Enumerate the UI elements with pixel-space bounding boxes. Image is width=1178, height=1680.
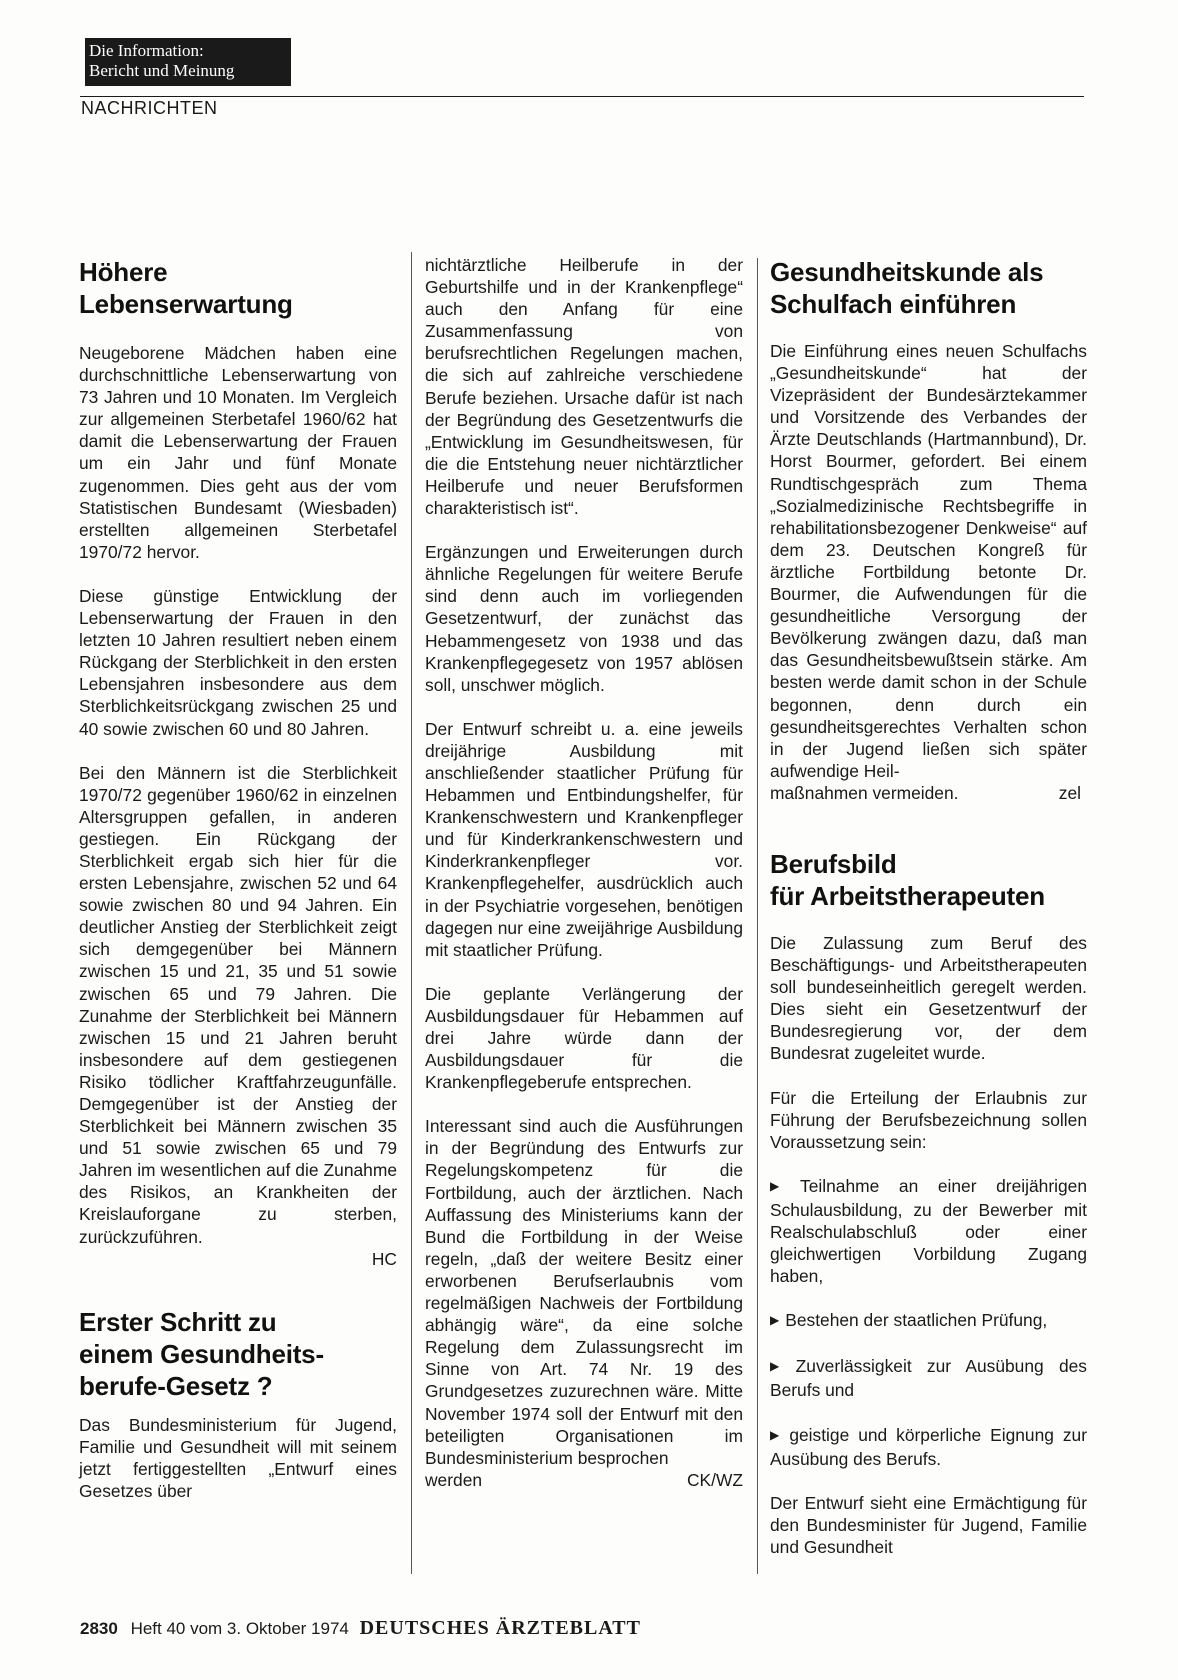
article-4-title: Berufsbild für Arbeitstherapeuten	[770, 848, 1045, 911]
article-2-paragraph: Ergänzungen und Erweiterungen durch ähnliche Regelungen für weitere Berufe sind denn auch im vorliegenden Gesetzentwurf, der zunächst das Hebammengesetz von 1938 und das Krankenpflegegesetz von 1957 ablösen soll, unschwer möglich.	[425, 542, 743, 695]
article-2-signature-row	[425, 1469, 743, 1491]
article-3-signature-row	[770, 782, 1087, 804]
article-2-paragraph: Das Bundesministerium für Jugend, Familie und Gesundheit will mit seinem jetzt fertiggestellten „Entwurf eines Gesetzes über	[79, 1414, 397, 1502]
journal-name: DEUTSCHES ÄRZTEBLATT	[359, 1617, 641, 1639]
page-number: 2830	[80, 1619, 118, 1638]
page-footer	[80, 1617, 641, 1640]
article-1-paragraph: Diese günstige Entwicklung der Lebenserwartung der Frauen in den letzten 10 Jahren resultiert neben einem Rückgang der Sterblichkeit in den ersten Lebensjahren insbesondere aus dem Sterblichkeitsrückgang zwischen 25 und 40 sowie zwischen 60 und 80 Jahren.	[79, 585, 397, 739]
article-4-bullet-item: ▶ Bestehen der staatlichen Prüfung,	[770, 1309, 1087, 1333]
article-4-bullet-item: ▶ Zuverlässigkeit zur Ausübung des Berufs und	[770, 1355, 1087, 1401]
article-2-paragraph: Der Entwurf schreibt u. a. eine jeweils dreijährige Ausbildung mit anschließender staatlicher Prüfung für Hebammen und Entbindungshelfer, für Krankenschwestern und Krankenpfleger und für Kinderkrankenschwestern und Kinderkrankenpfleger vor. Krankenpflegehelfer, ausdrücklich auch in der Psychiatrie vorgesehen, benötigen dagegen nur eine zweijährige Ausbildung mit staatlicher Prüfung.	[425, 718, 743, 960]
article-4-paragraph: Die Zulassung zum Beruf des Beschäftigungs- und Arbeitstherapeuten soll bundeseinheitlich geregelt werden. Dies sieht ein Gesetzentwurf der Bundesregierung vor, der dem Bundesrat zugeleitet wurde.	[770, 932, 1087, 1064]
article-1-paragraph: Bei den Männern ist die Sterblichkeit 1970/72 gegenüber 1960/62 in einzelnen Altersgruppen gefallen, in anderen gestiegen. Ein Rückgang der Sterblichkeit ergab sich hier für die ersten Lebensjahre, zwischen 52 und 64 sowie zwischen 80 und 94 Jahren. Ein deutlicher Anstieg der Sterblichkeit zeigt sich demgegenüber bei Männern zwischen 15 und 21, 35 und 51 sowie zwischen 65 und 79 Jahren. Die Zunahme der Sterblichkeit bei Männern zwischen 15 und 21 Jahren beruht insbesondere auf dem gestiegenen Risiko tödlicher Kraftfahrzeugunfälle. Demgegenüber ist der Anstieg der Sterblichkeit bei Männern zwischen 35 und 51 sowie zwischen 65 und 79 Jahren im wesentlichen auf die Zunahme des Risikos, an Krankheiten der Kreislauforgane zu sterben, zurückzuführen.	[79, 762, 397, 1247]
article-4-bullet-item: ▶ Teilnahme an einer dreijährigen Schulausbildung, zu der Bewerber mit Realschulabschluß oder einer gleichwertigen Vorbildung Zugang haben,	[770, 1175, 1087, 1287]
section-rubric: NACHRICHTEN	[81, 98, 218, 118]
issue-info: Heft 40 vom 3. Oktober 1974	[130, 1619, 349, 1638]
article-1-paragraph: Neugeborene Mädchen haben eine durchschnittliche Lebenserwartung von 73 Jahren und 10 Monaten. Im Vergleich zur allgemeinen Sterbetafel 1960/62 hat damit die Lebenserwartung der Frauen um ein Jahr und fünf Monate zugenommen. Dies geht aus der vom Statistischen Bundesamt (Wiesbaden) erstellten allgemeinen Sterbetafel 1970/72 hervor.	[79, 343, 397, 562]
article-2-title: Erster Schritt zu einem Gesundheits- berufe-Gesetz ?	[79, 1306, 324, 1401]
article-1-signature: HC	[371, 1248, 397, 1269]
masthead	[85, 38, 291, 86]
column-rule-2	[757, 258, 758, 1574]
article-3-title: Gesundheitskunde als Schulfach einführen	[770, 257, 1044, 319]
column-2	[425, 254, 743, 1491]
article-3-paragraph: Die Einführung eines neuen Schulfachs „Gesundheitskunde“ hat der Vizepräsident der Bundesärztekammer und Vorsitzende des Verbandes der Ärzte Deutschlands (Hartmannbund), Dr. Horst Bourmer, gefordert. Bei einem Rundtischgespräch zum Thema „Sozialmedizinische Rechtsbegriffe in rehabilitationsbezogener Denkweise“ auf dem 23. Deutschen Kongreß für ärztliche Fortbildung betonte Dr. Bourmer, die Aufwendungen für die gesundheitliche Versorgung der Bevölkerung zwängen dazu, daß man das Gesundheitsbewußtsein stärke. Am besten werde damit schon in der Schule begonnen, denn durch ein gesundheitsgerechtes Verhalten schon in der Jugend ließen sich später aufwendige Heil-	[770, 341, 1087, 781]
article-3-signature: zel	[1058, 782, 1081, 803]
article-1-signature-row	[79, 1248, 397, 1270]
article-2-paragraph: nichtärztliche Heilberufe in der Geburtshilfe und in der Krankenpflege“ auch den Anfang für eine Zusammenfassung von berufsrechtlichen Regelungen machen, die sich auf zahlreiche verschiedene Berufe beziehen. Ursache dafür ist nach der Begründung des Gesetzentwurfs die „Entwicklung im Gesundheitswesen, für die die Entstehung neuer nichtärztlicher Heilberufe und neuer Berufsformen charakteristisch ist“.	[425, 255, 743, 519]
article-3-last-line: maßnahmen vermeiden.	[770, 782, 959, 803]
article-1-title: Höhere Lebenserwartung	[79, 257, 293, 319]
masthead-line-2: Bericht und Meinung	[89, 61, 235, 80]
rubric-rule	[80, 96, 1084, 97]
masthead-line-1: Die Information:	[89, 41, 204, 60]
article-4-bullet-item: ▶ geistige und körperliche Eignung zur Ausübung des Berufs.	[770, 1424, 1087, 1470]
column-1	[79, 256, 397, 1502]
article-2-last-word: werden	[425, 1469, 483, 1490]
article-2-signature: CK/WZ	[686, 1469, 743, 1490]
article-2-paragraph: Interessant sind auch die Ausführungen in der Begründung des Entwurfs zur Regelungskompetenz für die Fortbildung, auch der ärztlichen. Nach Auffassung des Ministeriums kann der Bund die Fortbildung in der Weise regeln, „daß der weitere Besitz einer erworbenen Berufserlaubnis vom regelmäßigen Nachweis der Fortbildung abhängig wäre“, da eine solche Regelung dem Zulassungsrecht im Sinne von Art. 74 Nr. 19 des Grundgesetzes zuzurechnen wäre. Mitte November 1974 soll der Entwurf mit den beteiligten Organisationen im Bundesministerium besprochen	[425, 1116, 743, 1468]
article-2-paragraph: Die geplante Verlängerung der Ausbildungsdauer für Hebammen auf drei Jahre würde dann der Ausbildungsdauer für die Krankenpflegeberufe entsprechen.	[425, 983, 743, 1093]
column-3	[770, 256, 1087, 1558]
article-4-paragraph: Für die Erteilung der Erlaubnis zur Führung der Berufsbezeichnung sollen Voraussetzung sein:	[770, 1087, 1087, 1152]
column-rule-1	[411, 252, 412, 1574]
article-4-paragraph: Der Entwurf sieht eine Ermächtigung für den Bundesminister für Jugend, Familie und Gesundheit	[770, 1492, 1087, 1557]
